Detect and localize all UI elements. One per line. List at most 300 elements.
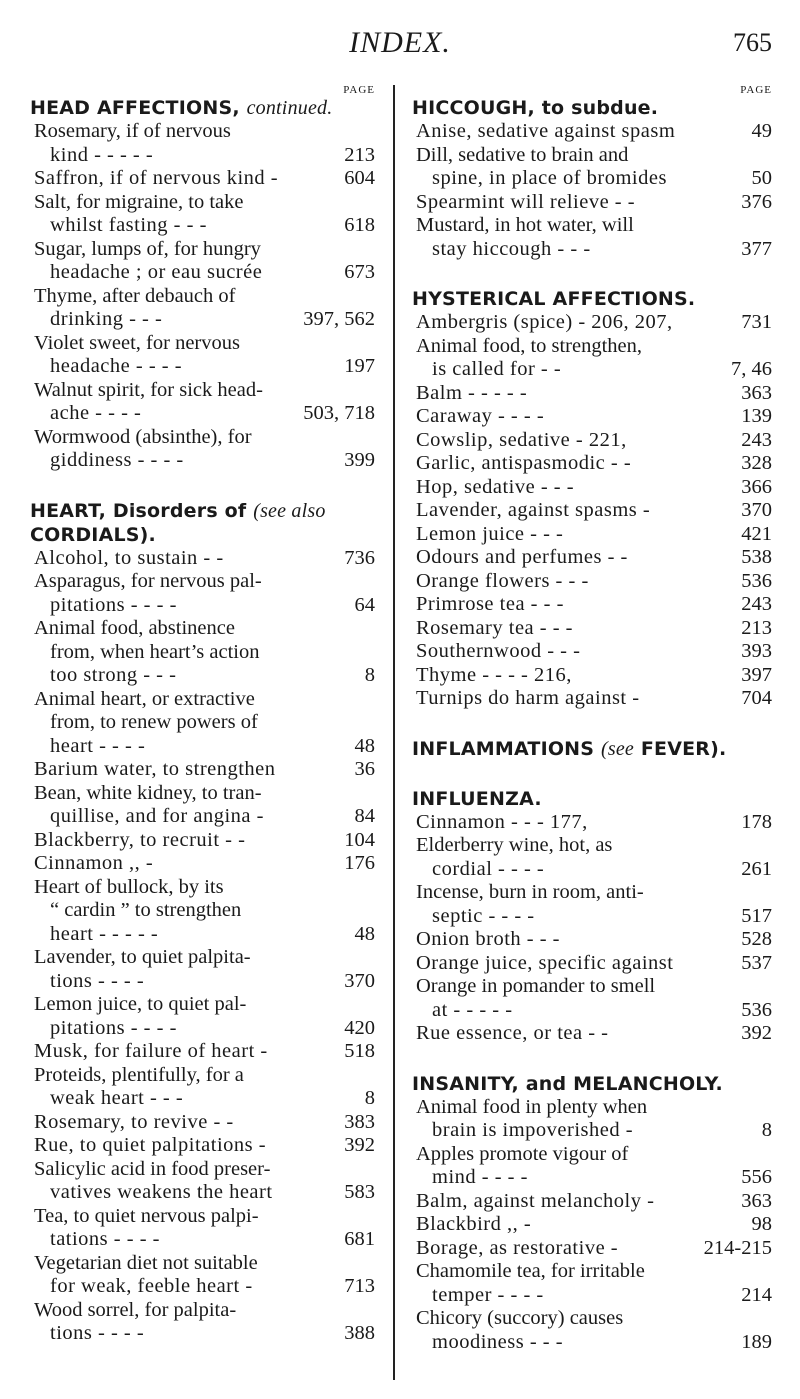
page-reference: 420 — [344, 1016, 375, 1039]
entry-line — [30, 355, 375, 379]
entry-text: Southernwood - - - — [416, 640, 581, 662]
index-entry — [412, 1237, 772, 1261]
index-entry — [30, 688, 375, 759]
entry-line: Vegetarian diet not suitable — [34, 1251, 258, 1274]
section-heading — [412, 737, 772, 761]
heading-text: HEART, Disorders of — [30, 499, 247, 522]
index-entry — [30, 1299, 375, 1346]
entry-text: too strong - - - — [50, 664, 177, 686]
page-reference: 537 — [741, 951, 772, 974]
entry-text: stay hiccough - - - — [432, 237, 591, 260]
page-reference: 583 — [344, 1181, 375, 1203]
entry-line — [412, 570, 772, 594]
index-entry — [30, 1064, 375, 1111]
entry-text: for weak, feeble heart - — [50, 1275, 253, 1297]
entry-line — [412, 593, 772, 617]
page-reference: 736 — [344, 546, 375, 569]
entry-text: Musk, for failure of heart - — [34, 1040, 268, 1062]
entry-line: Mustard, in hot water, will — [416, 214, 634, 236]
entry-line: Incense, burn in room, anti- — [416, 881, 644, 903]
section-heading — [412, 287, 772, 311]
entry-line — [30, 167, 375, 191]
entry-line — [412, 858, 772, 882]
right-column — [412, 84, 772, 1354]
page-reference: 197 — [344, 355, 375, 377]
page-reference: 528 — [741, 928, 772, 950]
index-entry — [30, 238, 375, 285]
entry-line — [30, 735, 375, 759]
index-entry — [30, 167, 375, 191]
entry-text: Rue essence, or tea - - — [416, 1022, 609, 1044]
heading-text: HEAD AFFECTIONS, — [30, 97, 240, 119]
index-entry — [412, 1143, 772, 1190]
entry-text: weak heart - - - — [50, 1087, 184, 1109]
index-entry — [30, 993, 375, 1040]
entry-text: Blackberry, to recruit - - — [34, 828, 246, 851]
entry-text: septic - - - - — [432, 904, 535, 927]
entry-line: Chamomile tea, for irritable — [416, 1260, 645, 1282]
heading-italic: continued. — [246, 97, 333, 119]
entry-line — [30, 970, 375, 994]
page-reference: 673 — [344, 261, 375, 283]
index-entry — [412, 1307, 772, 1354]
heading-tail: FEVER). — [640, 737, 727, 760]
entry-text: spine, in place of bromides — [432, 167, 667, 189]
page-reference: 370 — [741, 499, 772, 521]
page-reference: 64 — [354, 593, 375, 616]
entry-line — [412, 167, 772, 191]
page-reference: 538 — [741, 546, 772, 568]
index-entry — [412, 120, 772, 144]
entry-line: from, when heart’s action — [50, 640, 260, 663]
entry-line — [412, 358, 772, 382]
entry-text: kind - - - - - — [50, 143, 154, 166]
heading-italic: (see — [601, 737, 635, 760]
entry-line — [30, 214, 375, 238]
entry-text: pitations - - - - — [50, 593, 177, 616]
heading-italic: (see also — [253, 499, 326, 522]
entry-text: Odours and perfumes - - — [416, 546, 628, 568]
entry-text: Cinnamon ,, - — [34, 852, 154, 874]
entry-line — [412, 1166, 772, 1190]
index-entry — [30, 946, 375, 993]
page-reference: 189 — [741, 1330, 772, 1353]
index-entry — [30, 829, 375, 853]
page-reference: 176 — [344, 852, 375, 874]
entry-line: Bean, white kidney, to tran- — [34, 781, 262, 804]
page-reference: 139 — [741, 405, 772, 427]
entry-line: Orange in pomander to smell — [416, 975, 656, 997]
index-entry — [412, 640, 772, 664]
section-gap — [412, 1046, 772, 1072]
index-entry — [412, 593, 772, 617]
index-entry — [30, 1040, 375, 1064]
entry-text: temper - - - - — [432, 1283, 544, 1306]
page-reference: 618 — [344, 214, 375, 236]
index-entry — [30, 852, 375, 876]
entry-line — [412, 928, 772, 952]
entry-line — [30, 1087, 375, 1111]
entry-line — [30, 758, 375, 782]
entry-text: heart - - - - - — [50, 922, 159, 945]
entry-line: Apples promote vigour of — [416, 1142, 629, 1165]
page-reference: 392 — [344, 1134, 375, 1156]
entry-line — [30, 1181, 375, 1205]
entry-line — [412, 1331, 772, 1355]
entry-line — [412, 1237, 772, 1261]
index-entry — [30, 285, 375, 332]
index-entry — [412, 214, 772, 261]
entry-line: Sugar, lumps of, for hungry — [34, 237, 261, 260]
page-reference: 713 — [344, 1275, 375, 1297]
entry-text: Alcohol, to sustain - - — [34, 546, 224, 569]
entry-line: Walnut spirit, for sick head- — [34, 378, 263, 401]
page-reference: 376 — [741, 190, 772, 213]
entry-line: Dill, sedative to brain and — [416, 143, 629, 166]
entry-line: Lemon juice, to quiet pal- — [34, 993, 247, 1015]
entry-text: mind - - - - — [432, 1166, 528, 1188]
page-reference: 536 — [741, 998, 772, 1021]
entry-text: tations - - - - — [50, 1228, 160, 1250]
section-gap — [412, 761, 772, 787]
page-reference: 377 — [741, 237, 772, 260]
index-entry — [412, 1190, 772, 1214]
entry-text: at - - - - - — [432, 998, 513, 1021]
index-entry — [412, 617, 772, 641]
entry-text: Balm - - - - - — [416, 381, 528, 404]
entry-text: Hop, sedative - - - — [416, 475, 575, 498]
page-column-label: PAGE — [740, 84, 772, 96]
entry-line — [412, 1190, 772, 1214]
running-head — [0, 24, 800, 64]
entry-line: Salicylic acid in food preser- — [34, 1157, 271, 1180]
page-reference: 388 — [344, 1322, 375, 1344]
entry-text: brain is impoverished - — [432, 1119, 634, 1141]
page-reference: 397, 562 — [303, 308, 375, 330]
entry-line — [412, 523, 772, 547]
entry-line: Animal heart, or extractive — [34, 687, 255, 710]
entry-line — [412, 811, 772, 835]
entry-text: Cowslip, sedative - 221, — [416, 428, 627, 451]
entry-line — [412, 311, 772, 335]
entry-text: ache - - - - — [50, 402, 142, 424]
running-title: INDEX. — [349, 26, 451, 59]
entry-line: Animal food, abstinence — [34, 617, 235, 639]
heading-text: HICCOUGH, to subdue. — [412, 97, 659, 119]
entry-text: Caraway - - - - — [416, 405, 545, 427]
page-reference: 36 — [354, 758, 375, 780]
entry-text: vatives weakens the heart — [50, 1181, 273, 1203]
page-reference: 48 — [354, 922, 375, 945]
entry-line: Violet sweet, for nervous — [34, 331, 240, 354]
index-entry — [30, 1134, 375, 1158]
entry-line: Animal food in plenty when — [416, 1095, 648, 1118]
entry-text: giddiness - - - - — [50, 449, 184, 471]
index-entry — [30, 876, 375, 947]
index-entry — [412, 144, 772, 191]
entry-line — [412, 191, 772, 215]
page-reference: 104 — [344, 828, 375, 851]
entry-text: Ambergris (spice) - 206, 207, — [416, 311, 673, 333]
entry-text: is called for - - — [432, 358, 562, 380]
index-entry — [412, 405, 772, 429]
entry-text: whilst fasting - - - — [50, 214, 207, 236]
entry-line: Animal food, to strengthen, — [416, 334, 643, 357]
entry-line — [412, 952, 772, 976]
entry-line — [412, 1213, 772, 1237]
page-reference: 397 — [741, 663, 772, 686]
index-entry — [30, 1205, 375, 1252]
section-heading — [412, 96, 772, 120]
index-entry — [30, 1252, 375, 1299]
entry-line: Tea, to quiet nervous palpi- — [34, 1204, 259, 1227]
entry-line — [30, 1228, 375, 1252]
page-reference: 213 — [741, 616, 772, 639]
entry-line — [412, 1022, 772, 1046]
entry-text: quillise, and for angina - — [50, 805, 264, 827]
index-entry — [412, 499, 772, 523]
entry-text: headache - - - - — [50, 355, 183, 377]
page-reference: 363 — [741, 1189, 772, 1212]
index-entry — [412, 1260, 772, 1307]
page-reference: 503, 718 — [303, 402, 375, 424]
index-entry — [412, 952, 772, 976]
entry-line: Elderberry wine, hot, as — [416, 834, 613, 856]
page-reference: 366 — [741, 475, 772, 498]
entry-text: Lavender, against spasms - — [416, 499, 651, 521]
entry-text: Rosemary, to revive - - — [34, 1110, 234, 1133]
entry-line — [412, 499, 772, 523]
index-entry — [412, 382, 772, 406]
page-reference: 261 — [741, 857, 772, 880]
entry-line: Chicory (succory) causes — [416, 1307, 624, 1329]
page-reference: 48 — [354, 734, 375, 757]
page-reference: 536 — [741, 569, 772, 592]
entry-line — [30, 547, 375, 571]
page-reference: 214-215 — [703, 1236, 772, 1259]
entry-text: Saffron, if of nervous kind - — [34, 167, 279, 189]
page-reference: 393 — [741, 640, 772, 662]
entry-line — [412, 617, 772, 641]
entry-line: Wormwood (absinthe), for — [34, 425, 252, 448]
index-entry — [412, 452, 772, 476]
heading-text: HYSTERICAL AFFECTIONS. — [412, 288, 696, 310]
page-reference: 704 — [741, 687, 772, 709]
page-reference: 84 — [354, 805, 375, 827]
page-reference: 328 — [741, 452, 772, 474]
entry-line — [30, 805, 375, 829]
page-reference: 731 — [741, 311, 772, 333]
entry-text: Rue, to quiet palpitations - — [34, 1134, 267, 1156]
entry-text: Anise, sedative against spasm — [416, 120, 676, 142]
index-entry — [412, 834, 772, 881]
page-reference: 681 — [344, 1228, 375, 1250]
entry-line — [412, 452, 772, 476]
page-column-label: PAGE — [343, 84, 375, 96]
entry-text: Balm, against melancholy - — [416, 1189, 655, 1212]
index-entry — [30, 426, 375, 473]
section-heading-cont: CORDIALS). — [30, 523, 156, 546]
page-reference: 243 — [741, 593, 772, 615]
section-heading — [30, 96, 375, 120]
entry-text: drinking - - - — [50, 308, 163, 330]
entry-line — [412, 405, 772, 429]
section-heading — [30, 499, 375, 523]
index-entry — [30, 547, 375, 571]
page-reference: 383 — [344, 1110, 375, 1133]
index-entry — [30, 379, 375, 426]
page-reference: 243 — [741, 428, 772, 451]
entry-text: Rosemary tea - - - — [416, 616, 573, 639]
entry-line — [412, 120, 772, 144]
heading-text: INSANITY, and MELANCHOLY. — [412, 1072, 723, 1095]
entry-line — [30, 852, 375, 876]
entry-text: Primrose tea - - - — [416, 593, 564, 615]
entry-text: headache ; or eau sucrée — [50, 261, 263, 283]
entry-line — [30, 144, 375, 168]
entry-line: Proteids, plentifully, for a — [34, 1063, 244, 1086]
section-gap — [412, 261, 772, 287]
entry-line: “ cardin ” to strengthen — [50, 899, 242, 921]
entry-text: Onion broth - - - — [416, 928, 561, 950]
entry-text: Garlic, antispasmodic - - — [416, 452, 632, 474]
entry-text: heart - - - - — [50, 734, 146, 757]
entry-line — [30, 1322, 375, 1346]
entry-text: Thyme - - - - 216, — [416, 663, 572, 686]
entry-text: tions - - - - — [50, 969, 145, 992]
entry-text: Cinnamon - - - 177, — [416, 810, 588, 833]
index-entry — [412, 975, 772, 1022]
entry-line — [30, 664, 375, 688]
page-reference: 604 — [344, 167, 375, 189]
entry-line — [412, 1284, 772, 1308]
index-entry — [412, 570, 772, 594]
entry-text: tions - - - - — [50, 1322, 145, 1344]
page-reference: 399 — [344, 449, 375, 471]
section-heading — [412, 1072, 772, 1096]
entry-line — [412, 687, 772, 711]
entry-line — [412, 999, 772, 1023]
entry-line — [412, 546, 772, 570]
index-entry — [412, 928, 772, 952]
index-entry — [412, 1213, 772, 1237]
page-reference: 7, 46 — [731, 358, 772, 380]
page-reference: 213 — [344, 143, 375, 166]
page-reference: 556 — [741, 1166, 772, 1188]
entry-text: moodiness - - - — [432, 1330, 564, 1353]
index-entry — [412, 311, 772, 335]
index-entry — [412, 476, 772, 500]
entry-line — [412, 429, 772, 453]
entry-line — [30, 1111, 375, 1135]
index-entry — [412, 429, 772, 453]
index-entry — [30, 1158, 375, 1205]
entry-line — [30, 402, 375, 426]
page-reference: 98 — [751, 1213, 772, 1235]
page-reference: 370 — [344, 969, 375, 992]
entry-line — [30, 829, 375, 853]
page-reference: 50 — [751, 167, 772, 189]
entry-line: Asparagus, for nervous pal- — [34, 570, 262, 592]
page-reference: 363 — [741, 381, 772, 404]
page-reference: 49 — [751, 120, 772, 142]
entry-line: from, to renew powers of — [50, 711, 258, 733]
entry-text: Borage, as restorative - — [416, 1236, 619, 1259]
left-column — [30, 84, 375, 1346]
entry-text: Lemon juice - - - — [416, 522, 564, 545]
entry-line: Lavender, to quiet palpita- — [34, 946, 251, 968]
entry-text: Orange juice, specific against — [416, 951, 674, 974]
page-reference: 518 — [344, 1040, 375, 1062]
entry-line — [30, 1134, 375, 1158]
entry-line: Salt, for migraine, to take — [34, 190, 244, 213]
page-reference: 178 — [741, 810, 772, 833]
index-entry — [412, 687, 772, 711]
index-entry — [412, 546, 772, 570]
entry-line — [412, 640, 772, 664]
entry-line — [30, 1017, 375, 1041]
entry-text: Blackbird ,, - — [416, 1213, 532, 1235]
entry-text: Orange flowers - - - — [416, 569, 589, 592]
page-reference: 8 — [761, 1119, 772, 1141]
entry-text: Turnips do harm against - — [416, 687, 640, 709]
entry-text: cordial - - - - — [432, 857, 545, 880]
entry-line — [412, 905, 772, 929]
entry-line — [30, 308, 375, 332]
heading-text: INFLUENZA. — [412, 787, 542, 810]
page-reference: 214 — [741, 1283, 772, 1306]
index-entry — [30, 332, 375, 379]
page-number: 765 — [733, 28, 772, 57]
index-entry — [412, 191, 772, 215]
index-entry — [412, 811, 772, 835]
entry-line — [30, 923, 375, 947]
column-rule — [393, 85, 395, 1380]
entry-line: Thyme, after debauch of — [34, 284, 236, 307]
section-gap — [412, 711, 772, 737]
index-entry — [30, 758, 375, 782]
entry-line — [30, 1040, 375, 1064]
entry-text: Spearmint will relieve - - — [416, 190, 636, 213]
page-reference: 8 — [364, 664, 375, 686]
index-entry — [412, 1096, 772, 1143]
index-entry — [30, 570, 375, 617]
entry-line: Heart of bullock, by its — [34, 875, 224, 898]
heading-text: INFLAMMATIONS — [412, 737, 595, 760]
entry-line — [30, 449, 375, 473]
page-reference: 421 — [741, 522, 772, 545]
entry-line: Wood sorrel, for palpita- — [34, 1298, 237, 1321]
section-gap — [30, 473, 375, 499]
index-entry — [412, 523, 772, 547]
entry-line — [412, 664, 772, 688]
entry-line — [30, 1275, 375, 1299]
entry-line — [412, 382, 772, 406]
index-entry — [412, 335, 772, 382]
index-entry — [412, 664, 772, 688]
page-reference: 8 — [364, 1087, 375, 1109]
entry-line — [412, 1119, 772, 1143]
index-entry — [30, 782, 375, 829]
entry-line: Rosemary, if of nervous — [34, 120, 231, 142]
entry-text: pitations - - - - — [50, 1016, 177, 1039]
entry-line — [30, 594, 375, 618]
entry-line — [412, 476, 772, 500]
entry-line — [412, 238, 772, 262]
index-entry — [30, 617, 375, 688]
entry-text: Barium water, to strengthen — [34, 758, 276, 780]
page-reference: 392 — [741, 1022, 772, 1044]
